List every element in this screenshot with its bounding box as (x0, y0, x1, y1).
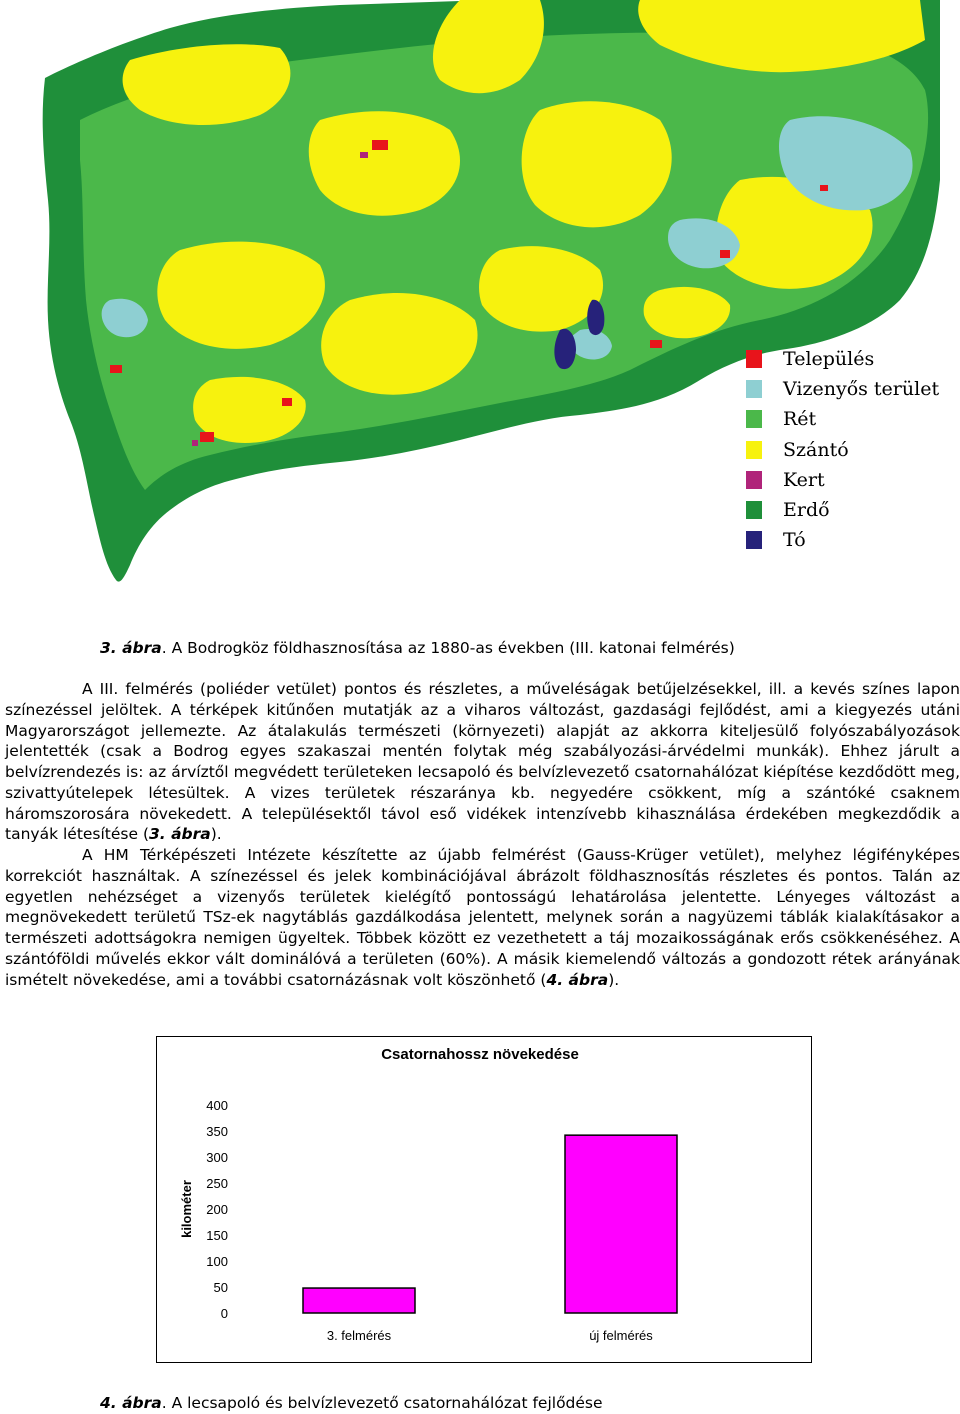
map-legend (742, 346, 960, 557)
legend-swatch-meadow (746, 410, 762, 428)
legend-label: Erdő (783, 498, 830, 521)
legend-label: Szántó (783, 438, 849, 461)
paragraph (5, 845, 960, 990)
legend-label: Település (783, 348, 875, 370)
y-tick-label: 250 (206, 1176, 228, 1191)
figure-reference: 3. ábra (149, 825, 211, 844)
chart-title: Csatornahossz növekedése (381, 1046, 579, 1063)
body-text (5, 679, 960, 990)
map-settlement (720, 250, 730, 258)
map-orchard (360, 152, 368, 158)
y-tick-label: 200 (206, 1202, 228, 1217)
legend-label: Kert (783, 468, 825, 491)
legend-swatch-lake (746, 531, 762, 549)
map-settlement (650, 340, 662, 348)
legend-item-lake (742, 527, 960, 557)
caption-text: . A lecsapoló és belvízlevezető csatornahálózat fejlődése (161, 1394, 603, 1412)
legend-item-wetland (742, 376, 960, 406)
figure-label: 4. ábra (100, 1394, 162, 1412)
map-settlement (110, 365, 122, 373)
y-axis-label: kilométer (179, 1180, 194, 1238)
paragraph-text: ). (210, 825, 222, 844)
legend-swatch-settlement (746, 350, 762, 368)
legend-label: Rét (783, 408, 817, 431)
figure-caption-4 (100, 1393, 603, 1413)
legend-swatch-garden (746, 471, 762, 489)
legend-swatch-wetland (746, 380, 762, 398)
paragraph-text: A HM Térképészeti Intézete készítette az újabb felmérést (Gauss-Krüger vetület), melyhez légifényképes korrekciót használtak. A színezéssel és jelek kombinációjával ábrázolt földhasznosítás részletes és pontos. Talán az egyetlen nehézséget a vizenyős területek kielégítő pontosságú lehatárolása jelentette. Lényeges változást a megnövekedett területű TSz-ek nagytáblás gazdálkodása jelentett, melynek során a nagyüzemi táblák kialakításakor a természeti adottságokra nemigen ügyeltek. Többek között ez vezethetett a táj mozaikosságának erős csökkenéséhez. A szántóföldi művelés ekkor vált dominálóvá a területen (60%). A másik kiemelendő változás a gondozott rétek arányának ismételt növekedése, ami a további csatornázásnak volt köszönhető ( (5, 846, 960, 989)
legend-swatch-arable (746, 441, 762, 459)
map-settlement (200, 432, 214, 442)
y-tick-label: 300 (206, 1150, 228, 1165)
legend-item-settlement (742, 346, 960, 376)
y-tick-label: 100 (206, 1254, 228, 1269)
legend-item-arable (742, 437, 960, 467)
map-settlement (372, 140, 388, 150)
land-use-map (20, 0, 960, 600)
map-orchard (192, 440, 198, 446)
paragraph (5, 679, 960, 845)
x-tick-label: 3. felmérés (326, 1328, 392, 1343)
legend-item-garden (742, 467, 960, 497)
y-tick-label: 150 (206, 1228, 228, 1243)
chart-frame (156, 1036, 812, 1363)
y-tick-label: 350 (206, 1124, 228, 1139)
y-tick-label: 50 (213, 1280, 228, 1295)
paragraph-text: A III. felmérés (poliéder vetület) pontos és részletes, a műveléságak betűjelzésekkel, ill. a kevés színes lapon színezéssel jelöltek. A térképek kitűnően mutatják az a viharos változást, gazdasági fejlődést, ami a kiegyezés utáni Magyarországot jellemezte. Az átalakulás természeti (környezeti) alapját az akkorra kiteljesülő folyószabályozások jelentették (csak a Bodrog egyes szakaszai mentén folytak még szabályozási-árvédelmi munkák). Ehhez járult a belvízrendezés is: az árvíztől megvédett területeken lecsapoló és belvízlevezető csatornahálózat kiépítése kezdődött meg, szivattyútelepek létesültek. A vizes területek részaránya kb. negyedére csökkent, míg a szántóké csaknem háromszorosára növekedett. A településektől távol eső vidékek intenzívebb kihasználása érdekében megkezdődik a tanyák létesítése ( (5, 680, 960, 844)
x-tick-label: új felmérés (589, 1328, 653, 1343)
legend-label: Tó (783, 529, 806, 552)
figure-reference: 4. ábra (546, 970, 609, 989)
caption-text: . A Bodrogköz földhasznosítása az 1880-as években (III. katonai felmérés) (161, 639, 735, 657)
figure-caption-3 (100, 638, 735, 658)
legend-label: Vizenyős terület (783, 378, 940, 401)
y-tick-label: 400 (206, 1098, 228, 1113)
map-settlement (820, 185, 828, 191)
legend-item-meadow (742, 406, 960, 436)
map-settlement (282, 398, 292, 406)
y-tick-label: 0 (220, 1306, 228, 1321)
legend-swatch-forest (746, 501, 762, 519)
legend-item-forest (742, 497, 960, 527)
map-arable-area (309, 111, 460, 215)
paragraph-text: ). (608, 970, 620, 989)
figure-label: 3. ábra (100, 639, 162, 657)
